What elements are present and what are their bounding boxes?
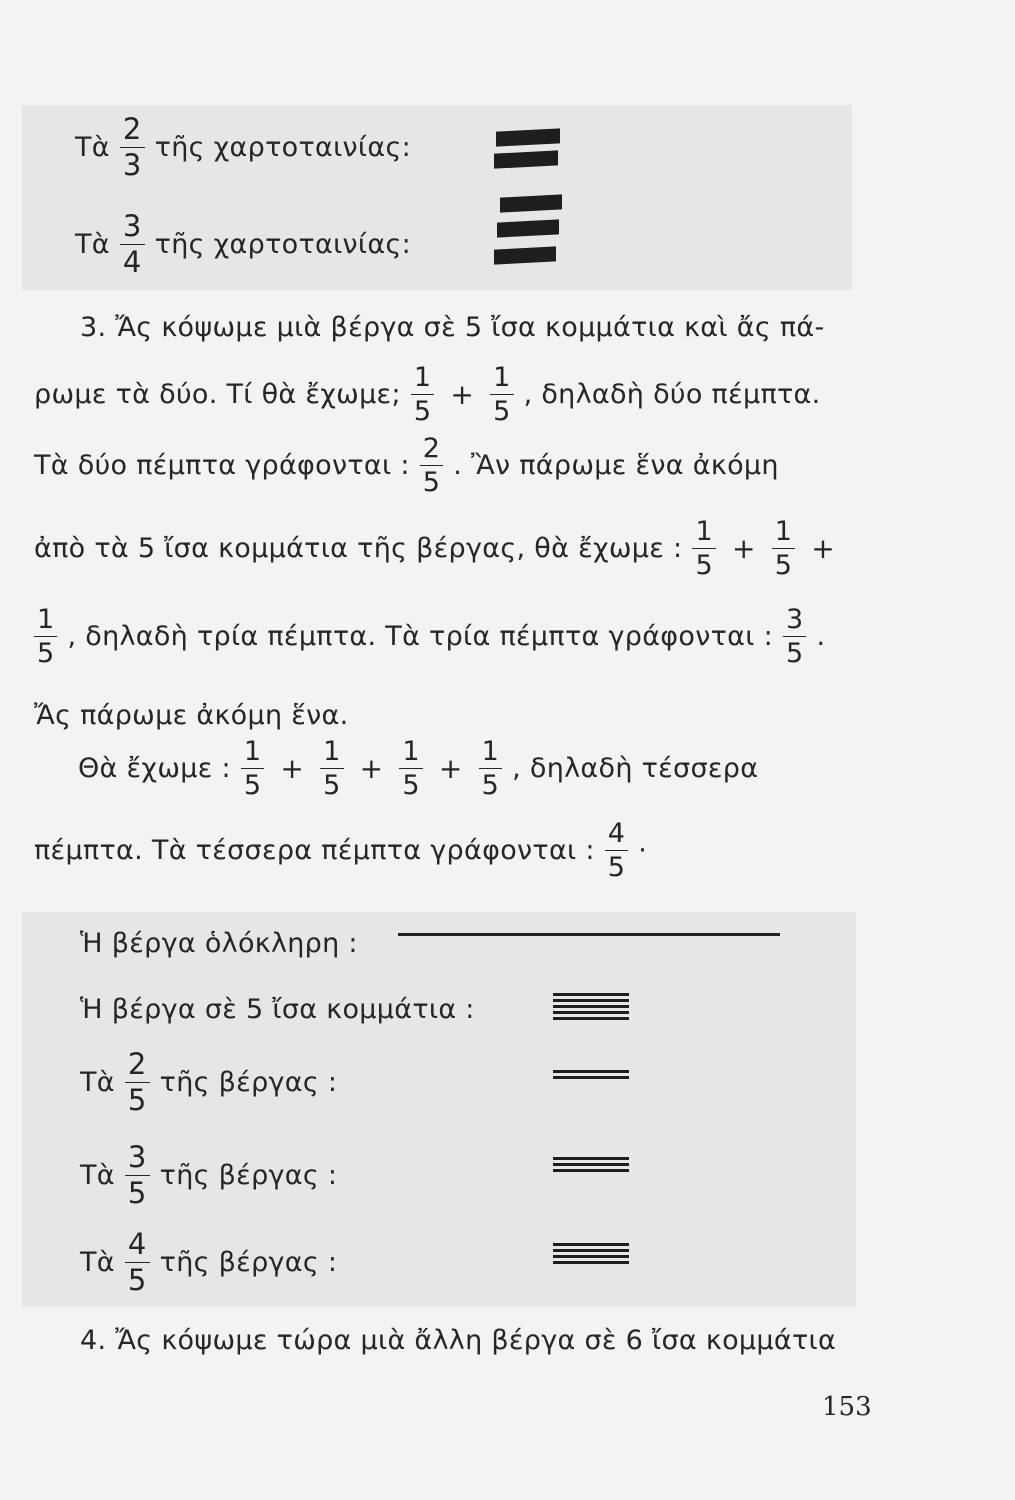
fraction-one-fifth: $\frac{1}{5}$ bbox=[692, 518, 715, 579]
tape-piece bbox=[497, 219, 559, 237]
rod-row-three-fifths: Τὰ $\frac{3}{5}$ τῆς βέργας : bbox=[80, 1140, 338, 1210]
fraction-three-fifths: $\frac{3}{5}$ bbox=[783, 606, 806, 667]
para4-line1: 4. Ἄς κόψωμε τώρα μιὰ ἄλλη βέργα σὲ 6 ἴσα κομμάτια bbox=[80, 1325, 837, 1356]
fraction-one-fifth: $\frac{1}{5}$ bbox=[411, 364, 434, 425]
rod-piece bbox=[553, 1017, 629, 1020]
prefix: Τὰ bbox=[75, 229, 110, 260]
whole-rod-label: Ἡ βέργα ὁλόκληρη : bbox=[80, 928, 358, 959]
split-rod-label: Ἡ βέργα σὲ 5 ἴσα κομμάτια : bbox=[80, 994, 475, 1025]
rod-piece bbox=[553, 1005, 629, 1008]
page-number: 153 bbox=[822, 1392, 872, 1422]
fraction-one-fifth: $\frac{1}{5}$ bbox=[479, 738, 502, 799]
tape-row-two-thirds bbox=[75, 112, 412, 182]
rod-piece bbox=[553, 1157, 629, 1160]
rod-piece bbox=[553, 993, 629, 996]
tape-piece bbox=[494, 150, 558, 168]
rod-piece bbox=[553, 1070, 629, 1073]
tape-two-thirds-diagram bbox=[492, 130, 562, 185]
fraction-two-fifths: $\frac{2}{5}$ bbox=[125, 1050, 150, 1115]
rod-row-four-fifths: Τὰ $\frac{4}{5}$ τῆς βέργας : bbox=[80, 1227, 338, 1297]
suffix: τῆς χαρτοταινίας: bbox=[154, 229, 412, 260]
rod-two-fifths-diagram bbox=[553, 1070, 629, 1100]
para3-line5: $\frac{1}{5}$ , δηλαδὴ τρία πέμπτα. Τὰ τρία πέμπτα γράφονται : $\frac{3}{5}$ . bbox=[24, 606, 825, 667]
para3-line2: ρωμε τὰ δύο. Τί θὰ ἔχωμε; $\frac{1}{5}$ + $\frac{1}{5}$ , δηλαδὴ δύο πέμπτα. bbox=[34, 362, 821, 427]
tape-piece bbox=[496, 128, 560, 146]
rod-piece bbox=[553, 1249, 629, 1252]
tape-row-three-quarters bbox=[75, 209, 412, 279]
tape-piece bbox=[500, 194, 562, 212]
para3-line3: Τὰ δύο πέμπτα γράφονται : $\frac{2}{5}$ . Ἂν πάρωμε ἕνα ἀκόμη bbox=[34, 433, 779, 498]
fraction-one-fifth: $\frac{1}{5}$ bbox=[490, 364, 513, 425]
rod-piece bbox=[553, 1261, 629, 1264]
rod-piece bbox=[553, 1169, 629, 1172]
fraction-four-fifths: $\frac{4}{5}$ bbox=[605, 820, 628, 881]
para3-line8: πέμπτα. Τὰ τέσσερα πέμπτα γράφονται : $\frac{4}{5}$ · bbox=[34, 818, 648, 883]
rod-three-fifths-diagram bbox=[553, 1157, 629, 1187]
rod-four-fifths-diagram bbox=[553, 1243, 629, 1273]
rod-piece bbox=[553, 1163, 629, 1166]
rod-piece bbox=[553, 1076, 629, 1079]
para3-line1: 3. Ἄς κόψωμε μιὰ βέργα σὲ 5 ἴσα κομμάτια καὶ ἄς πά- bbox=[80, 312, 825, 343]
fraction-one-fifth: $\frac{1}{5}$ bbox=[772, 518, 795, 579]
whole-rod-line bbox=[398, 933, 780, 936]
suffix: τῆς χαρτοταινίας: bbox=[154, 132, 412, 163]
fraction-three-quarters: $\frac{3}{4}$ bbox=[120, 212, 145, 277]
fraction-three-fifths: $\frac{3}{5}$ bbox=[125, 1143, 150, 1208]
tape-three-quarters-diagram bbox=[492, 196, 564, 276]
fraction-one-fifth: $\frac{1}{5}$ bbox=[241, 738, 264, 799]
fraction-four-fifths: $\frac{4}{5}$ bbox=[125, 1230, 150, 1295]
rod-piece bbox=[553, 1255, 629, 1258]
prefix: Τὰ bbox=[75, 132, 110, 163]
rod-five-pieces bbox=[553, 993, 629, 1023]
fraction-one-fifth: $\frac{1}{5}$ bbox=[34, 606, 57, 667]
rod-row-two-fifths: Τὰ $\frac{2}{5}$ τῆς βέργας : bbox=[80, 1047, 338, 1117]
fraction-one-fifth: $\frac{1}{5}$ bbox=[320, 738, 343, 799]
rod-piece bbox=[553, 1011, 629, 1014]
fraction-one-fifth: $\frac{1}{5}$ bbox=[399, 738, 422, 799]
fraction-two-thirds: $\frac{2}{3}$ bbox=[120, 115, 145, 180]
para3-line6: Ἄς πάρωμε ἀκόμη ἕνα. bbox=[34, 700, 349, 731]
rod-piece bbox=[553, 999, 629, 1002]
tape-piece bbox=[494, 246, 556, 264]
para3-line4: ἀπὸ τὰ 5 ἴσα κομμάτια τῆς βέργας, θὰ ἔχωμε : $\frac{1}{5}$ + $\frac{1}{5}$ + bbox=[34, 516, 835, 581]
para3-line7: Θὰ ἔχωμε : $\frac{1}{5}$ + $\frac{1}{5}$ + $\frac{1}{5}$ + $\frac{1}{5}$ , δηλαδὴ τέσσερα bbox=[78, 736, 759, 801]
fraction-two-fifths: $\frac{2}{5}$ bbox=[420, 435, 443, 496]
rod-piece bbox=[553, 1243, 629, 1246]
